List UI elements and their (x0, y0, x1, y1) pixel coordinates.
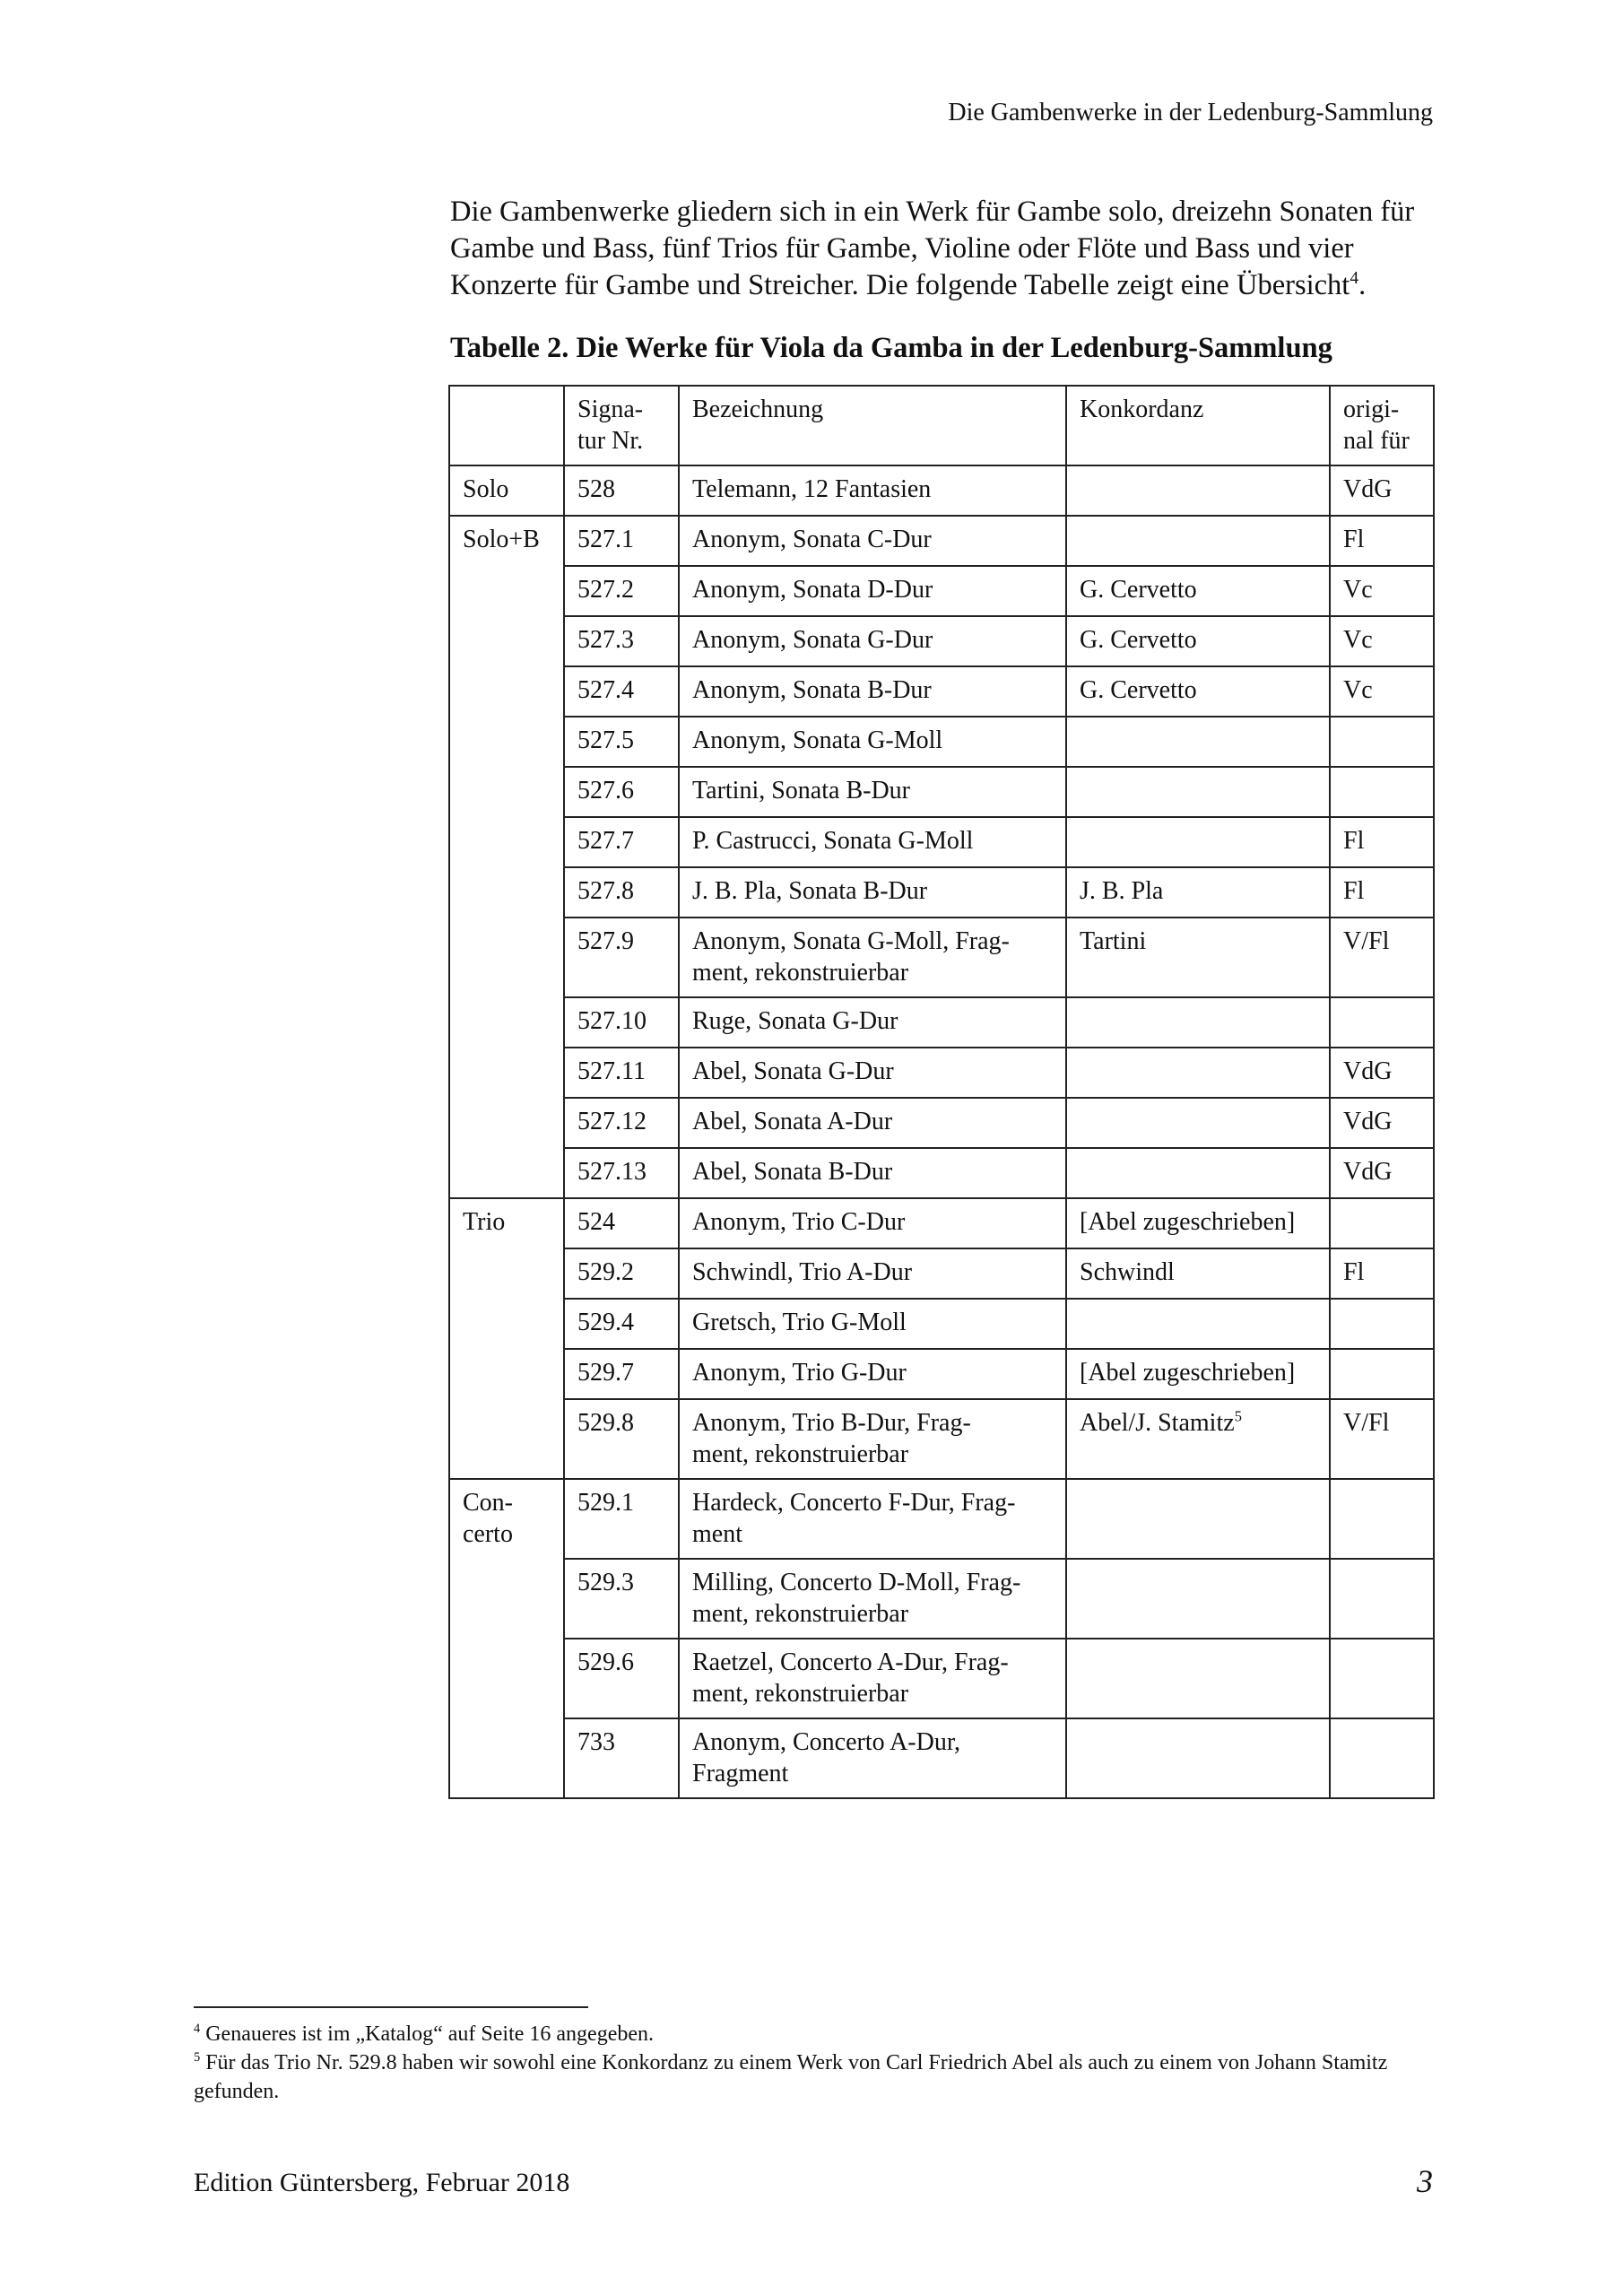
title-cell: Anonym, Concerto A-Dur, Fragment (679, 1718, 1066, 1798)
concordance-cell (1066, 1098, 1330, 1148)
original-for-cell (1330, 1718, 1434, 1798)
title-cell: Tartini, Sonata B-Dur (679, 767, 1066, 817)
concordance-cell: Tartini (1066, 918, 1330, 997)
table-row (449, 1248, 1434, 1299)
original-for-cell (1330, 1299, 1434, 1349)
signature-cell: 527.6 (564, 767, 679, 817)
footnote-divider (194, 2006, 588, 2008)
signature-cell: 527.12 (564, 1098, 679, 1148)
title-cell: Abel, Sonata G-Dur (679, 1048, 1066, 1098)
concordance-cell (1066, 1639, 1330, 1718)
concordance-cell: Abel/J. Stamitz$^5$ (1066, 1399, 1330, 1479)
group-cell (449, 767, 564, 817)
signature-cell: 524 (564, 1198, 679, 1248)
concordance-cell (1066, 516, 1330, 566)
original-for-cell: VdG (1330, 1148, 1434, 1198)
group-cell (449, 1048, 564, 1098)
group-cell (449, 1349, 564, 1399)
table-row (449, 1399, 1434, 1479)
signature-cell: 528 (564, 465, 679, 516)
group-cell: Solo (449, 465, 564, 516)
intro-end: . (1358, 269, 1367, 301)
title-cell: Gretsch, Trio G-Moll (679, 1299, 1066, 1349)
table-row (449, 867, 1434, 918)
signature-cell: 527.5 (564, 717, 679, 767)
original-for-cell: VdG (1330, 1098, 1434, 1148)
page-number: 3 (1417, 2163, 1433, 2199)
table-row (449, 1479, 1434, 1559)
original-for-cell: Fl (1330, 1248, 1434, 1299)
concordance-cell: Schwindl (1066, 1248, 1330, 1299)
table-row (449, 566, 1434, 616)
group-cell (449, 717, 564, 767)
concordance-cell (1066, 1299, 1330, 1349)
table-row (449, 1048, 1434, 1098)
header-cell-title: Bezeichnung (679, 386, 1066, 465)
original-for-cell: VdG (1330, 465, 1434, 516)
table-row (449, 817, 1434, 867)
concordance-cell (1066, 1559, 1330, 1639)
title-cell: Anonym, Sonata C-Dur (679, 516, 1066, 566)
concordance-cell: [Abel zugeschrieben] (1066, 1198, 1330, 1248)
original-for-cell: Vc (1330, 666, 1434, 717)
signature-cell: 527.2 (564, 566, 679, 616)
table-row (449, 1718, 1434, 1798)
footnote-5 (194, 2048, 1449, 2106)
works-table (448, 385, 1435, 1799)
concordance-cell (1066, 1148, 1330, 1198)
title-cell: Raetzel, Concerto A-Dur, Frag- ment, rekonstruierbar (679, 1639, 1066, 1718)
table-row (449, 997, 1434, 1048)
title-cell: Anonym, Sonata D-Dur (679, 566, 1066, 616)
original-for-cell: V/Fl (1330, 918, 1434, 997)
group-cell (449, 997, 564, 1048)
concordance-cell: G. Cervetto (1066, 616, 1330, 666)
concordance-cell (1066, 717, 1330, 767)
intro-paragraph (450, 194, 1445, 304)
group-cell: Con- certo (449, 1479, 564, 1559)
title-cell: Abel, Sonata B-Dur (679, 1148, 1066, 1198)
footnote-text: Genaueres ist im „Katalog“ auf Seite 16 angegeben. (205, 2022, 655, 2046)
group-cell (449, 1399, 564, 1479)
table-row (449, 767, 1434, 817)
concordance-cell (1066, 997, 1330, 1048)
original-for-cell: V/Fl (1330, 1399, 1434, 1479)
original-for-cell (1330, 997, 1434, 1048)
table-row (449, 717, 1434, 767)
concordance-cell (1066, 817, 1330, 867)
original-for-cell: Vc (1330, 566, 1434, 616)
original-for-cell: Fl (1330, 817, 1434, 867)
signature-cell: 527.1 (564, 516, 679, 566)
group-cell: Solo+B (449, 516, 564, 566)
title-cell: Abel, Sonata A-Dur (679, 1098, 1066, 1148)
group-cell (449, 616, 564, 666)
title-cell: Anonym, Sonata G-Moll (679, 717, 1066, 767)
signature-cell: 733 (564, 1718, 679, 1798)
signature-cell: 527.8 (564, 867, 679, 918)
signature-cell: 529.8 (564, 1399, 679, 1479)
group-cell (449, 1148, 564, 1198)
signature-cell: 527.13 (564, 1148, 679, 1198)
signature-cell: 529.7 (564, 1349, 679, 1399)
footer-publisher: Edition Güntersberg, Februar 2018 (194, 2168, 570, 2197)
original-for-cell: Fl (1330, 516, 1434, 566)
signature-cell: 527.3 (564, 616, 679, 666)
footnote-ref-5[interactable]: 5 (1234, 1407, 1243, 1425)
title-cell: Anonym, Sonata G-Moll, Frag- ment, rekonstruierbar (679, 918, 1066, 997)
signature-cell: 529.2 (564, 1248, 679, 1299)
signature-cell: 529.4 (564, 1299, 679, 1349)
concordance-cell: J. B. Pla (1066, 867, 1330, 918)
concordance-cell: [Abel zugeschrieben] (1066, 1349, 1330, 1399)
group-cell (449, 918, 564, 997)
concordance-cell (1066, 465, 1330, 516)
footnote-ref-4[interactable]: 4 (1350, 269, 1359, 289)
table-row (449, 1559, 1434, 1639)
original-for-cell: Fl (1330, 867, 1434, 918)
original-for-cell: VdG (1330, 1048, 1434, 1098)
group-cell: Trio (449, 1198, 564, 1248)
header-cell-signature: Signa- tur Nr. (564, 386, 679, 465)
table-row (449, 666, 1434, 717)
table-row (449, 918, 1434, 997)
group-cell (449, 1299, 564, 1349)
header-cell-group (449, 386, 564, 465)
table-row (449, 1639, 1434, 1718)
original-for-cell (1330, 717, 1434, 767)
group-cell (449, 1098, 564, 1148)
signature-cell: 529.6 (564, 1639, 679, 1718)
original-for-cell (1330, 767, 1434, 817)
group-cell (449, 666, 564, 717)
concordance-cell (1066, 1718, 1330, 1798)
original-for-cell (1330, 1198, 1434, 1248)
title-cell: P. Castrucci, Sonata G-Moll (679, 817, 1066, 867)
original-for-cell (1330, 1639, 1434, 1718)
concordance-cell: G. Cervetto (1066, 666, 1330, 717)
title-cell: Hardeck, Concerto F-Dur, Frag- ment (679, 1479, 1066, 1559)
group-cell (449, 1718, 564, 1798)
group-cell (449, 1559, 564, 1639)
concordance-cell (1066, 1048, 1330, 1098)
concordance-cell (1066, 1479, 1330, 1559)
signature-cell: 529.1 (564, 1479, 679, 1559)
table-row (449, 1198, 1434, 1248)
signature-cell: 527.10 (564, 997, 679, 1048)
group-cell (449, 817, 564, 867)
title-cell: J. B. Pla, Sonata B-Dur (679, 867, 1066, 918)
table-row (449, 616, 1434, 666)
concordance-cell (1066, 767, 1330, 817)
header-cell-original: origi- nal für (1330, 386, 1434, 465)
signature-cell: 527.11 (564, 1048, 679, 1098)
running-header: Die Gambenwerke in der Ledenburg-Sammlung (948, 99, 1433, 126)
title-cell: Anonym, Sonata B-Dur (679, 666, 1066, 717)
title-cell: Ruge, Sonata G-Dur (679, 997, 1066, 1048)
table-row (449, 1349, 1434, 1399)
group-cell (449, 867, 564, 918)
works-table-body (449, 465, 1434, 1798)
table-header-row (449, 386, 1434, 465)
original-for-cell (1330, 1559, 1434, 1639)
title-cell: Telemann, 12 Fantasien (679, 465, 1066, 516)
table-row (449, 465, 1434, 516)
group-cell (449, 566, 564, 616)
footnote-4 (194, 2020, 1449, 2048)
signature-cell: 527.4 (564, 666, 679, 717)
table-caption: Tabelle 2. Die Werke für Viola da Gamba in der Ledenburg-Sammlung (450, 332, 1332, 364)
signature-cell: 527.7 (564, 817, 679, 867)
title-cell: Schwindl, Trio A-Dur (679, 1248, 1066, 1299)
table-row (449, 516, 1434, 566)
original-for-cell (1330, 1349, 1434, 1399)
title-cell: Anonym, Sonata G-Dur (679, 616, 1066, 666)
footnote-text: Für das Trio Nr. 529.8 haben wir sowohl eine Konkordanz zu einem Werk von Carl Friedrich Abel als auch zu einem von Johann Stamitz gefunden. (194, 2051, 1388, 2103)
table-row (449, 1098, 1434, 1148)
signature-cell: 529.3 (564, 1559, 679, 1639)
group-cell (449, 1248, 564, 1299)
signature-cell: 527.9 (564, 918, 679, 997)
header-cell-concordance: Konkordanz (1066, 386, 1330, 465)
title-cell: Anonym, Trio B-Dur, Frag- ment, rekonstruierbar (679, 1399, 1066, 1479)
title-cell: Anonym, Trio C-Dur (679, 1198, 1066, 1248)
intro-text: Die Gambenwerke gliedern sich in ein Werk für Gambe solo, dreizehn Sonaten für Gambe und Bass, fünf Trios für Gambe, Violine oder Flöte und Bass und vier Konzerte für Gambe und Streicher. Die folgende Tabelle zeigt eine Übersicht (450, 196, 1415, 301)
title-cell: Anonym, Trio G-Dur (679, 1349, 1066, 1399)
footnotes (194, 2020, 1449, 2106)
original-for-cell (1330, 1479, 1434, 1559)
footnote-number: 5 (194, 2050, 201, 2065)
table-row (449, 1148, 1434, 1198)
footnote-number: 4 (194, 2022, 201, 2036)
original-for-cell: Vc (1330, 616, 1434, 666)
group-cell (449, 1639, 564, 1718)
concordance-cell: G. Cervetto (1066, 566, 1330, 616)
title-cell: Milling, Concerto D-Moll, Frag- ment, rekonstruierbar (679, 1559, 1066, 1639)
table-row (449, 1299, 1434, 1349)
